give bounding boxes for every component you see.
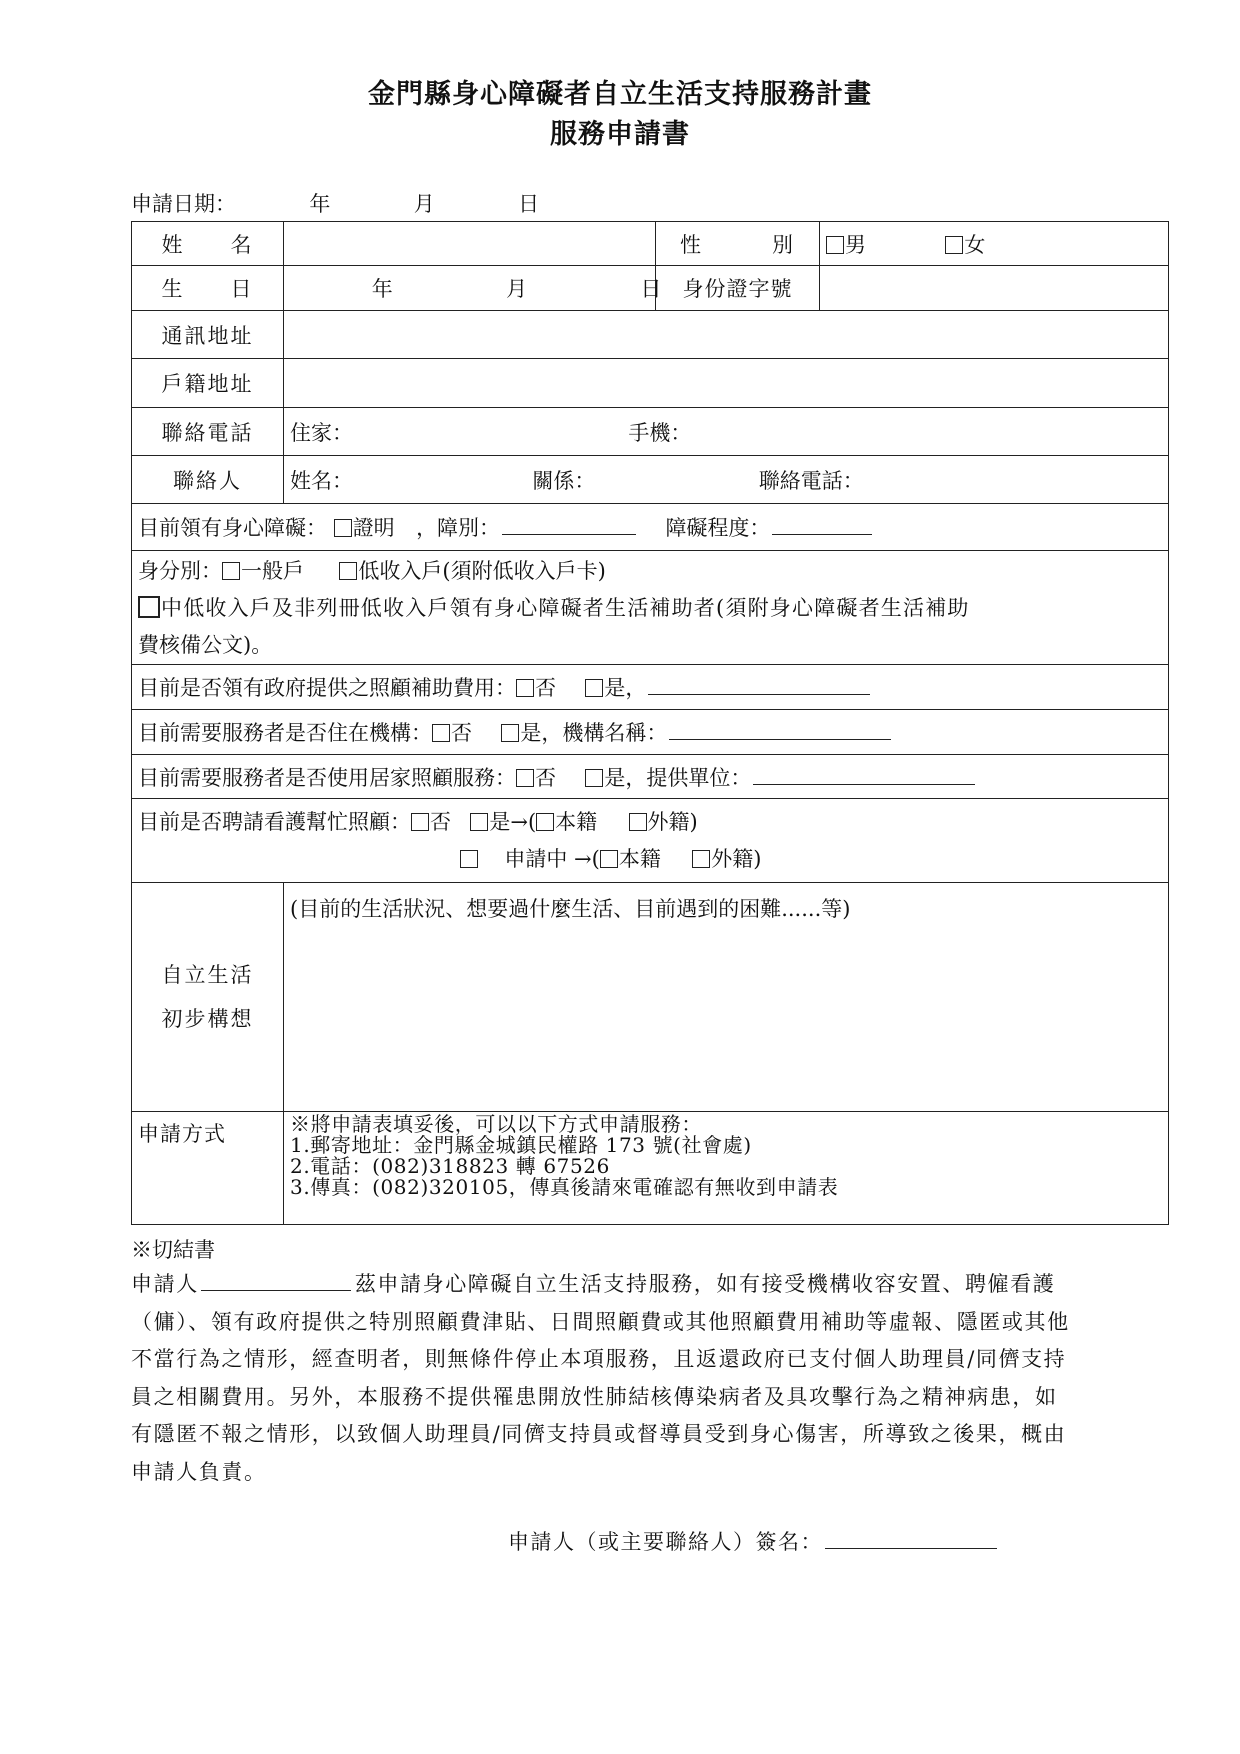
row-phone: [132, 408, 1169, 456]
institution-yes-label: 是，機構名稱：: [520, 721, 668, 745]
plan-label: [132, 883, 284, 1112]
gov-subsidy-no-checkbox[interactable]: [516, 679, 534, 697]
disability-prefix: 目前領有身心障礙：: [138, 516, 327, 540]
apply-method-line4: 3.傳真：(082)320105，傳真後請來電確認有無收到申請表: [290, 1175, 839, 1199]
general-household-checkbox[interactable]: [222, 562, 240, 580]
caregiver-foreign-checkbox[interactable]: [629, 813, 647, 831]
birthday-label: 生 日: [132, 266, 284, 311]
applying-foreign-label: 外籍): [711, 846, 762, 871]
home-phone-label: 住家：: [290, 420, 353, 445]
home-care-field: [132, 755, 1169, 799]
row-apply-method: [132, 1112, 1169, 1225]
contact-field[interactable]: [284, 456, 1169, 504]
birthday-month: 月: [506, 277, 528, 301]
apply-date-label: 申請日期：: [131, 192, 236, 216]
disability-type-label: ，障別：: [416, 516, 501, 540]
gov-subsidy-yes-checkbox[interactable]: [585, 679, 603, 697]
pledge-heading: ※切結書: [131, 1238, 215, 1262]
caregiver-field: [132, 799, 1169, 883]
caregiver-local-checkbox[interactable]: [536, 813, 554, 831]
row-name-gender: [132, 222, 1169, 266]
row-identity: [132, 551, 1169, 665]
home-care-no-label: 否: [535, 765, 556, 790]
home-care-yes-checkbox[interactable]: [585, 769, 603, 787]
row-gov-subsidy: [132, 665, 1169, 710]
caregiver-local-label: 本籍: [555, 809, 598, 834]
gender-label: 性 別: [656, 222, 820, 266]
apply-date-month: 月: [413, 192, 435, 216]
male-checkbox[interactable]: [826, 236, 844, 254]
home-care-provider-blank[interactable]: [753, 764, 975, 785]
birthday-day: 日: [640, 277, 662, 301]
contact-phone-label: 聯絡電話：: [758, 468, 864, 493]
plan-label-line2: 初步構想: [161, 1007, 254, 1031]
caregiver-foreign-label: 外籍): [647, 809, 698, 834]
mid-low-income-label-cont: 費核備公文)。: [138, 633, 273, 657]
low-income-checkbox[interactable]: [339, 562, 357, 580]
birthday-year: 年: [371, 277, 393, 301]
signature-blank[interactable]: [825, 1528, 997, 1549]
applying-label: 申請中 →(: [504, 846, 600, 871]
name-field[interactable]: [284, 222, 656, 266]
apply-method-line2: 1.郵寄地址：金門縣金城鎮民權路 173 號(社會處): [290, 1133, 752, 1157]
institution-name-blank[interactable]: [669, 719, 891, 740]
gender-options: [820, 222, 1169, 266]
male-label: 男: [845, 232, 866, 257]
phone-field[interactable]: [284, 408, 1169, 456]
low-income-label: 低收入戶(須附低收入戶卡): [358, 559, 606, 583]
apply-method-label: 申請方式: [132, 1112, 284, 1225]
apply-date-year: 年: [309, 192, 331, 216]
institution-field: [132, 710, 1169, 755]
disability-degree-blank[interactable]: [772, 514, 872, 535]
caregiver-yes-label: 是→(: [489, 809, 537, 834]
id-number-field[interactable]: [820, 266, 1169, 311]
home-care-no-checkbox[interactable]: [516, 769, 534, 787]
application-form-table: [131, 221, 1169, 1225]
mid-low-income-checkbox[interactable]: [138, 596, 160, 618]
row-mailing-address: [132, 311, 1169, 359]
row-contact: [132, 456, 1169, 504]
gov-subsidy-field: [132, 665, 1169, 710]
disability-degree-label: 障礙程度：: [665, 516, 771, 540]
institution-yes-checkbox[interactable]: [501, 724, 519, 742]
pledge-applicant-blank[interactable]: [201, 1270, 351, 1291]
id-number-label: 身份證字號: [656, 266, 820, 311]
caregiver-question: 目前是否聘請看護幫忙照顧：: [138, 809, 411, 834]
plan-hint: (目前的生活狀況、想要過什麼生活、目前遇到的困難......等): [290, 897, 851, 921]
disability-field: [132, 504, 1169, 551]
female-checkbox[interactable]: [945, 236, 963, 254]
row-birthday-id: [132, 266, 1169, 311]
certificate-checkbox[interactable]: [334, 519, 352, 537]
identity-field: [132, 551, 1169, 665]
plan-label-line1: 自立生活: [161, 963, 254, 987]
applying-local-checkbox[interactable]: [600, 850, 618, 868]
institution-no-label: 否: [451, 721, 472, 745]
birthday-field[interactable]: [284, 266, 662, 311]
caregiver-no-label: 否: [430, 809, 451, 834]
applying-local-label: 本籍: [618, 846, 661, 871]
apply-method-line1: ※將申請表填妥後，可以以下方式申請服務：: [290, 1112, 702, 1136]
mailing-address-field[interactable]: [284, 311, 1169, 359]
contact-name-label: 姓名：: [290, 468, 353, 493]
row-caregiver: [132, 799, 1169, 883]
applying-foreign-checkbox[interactable]: [692, 850, 710, 868]
institution-no-checkbox[interactable]: [432, 724, 450, 742]
applying-checkbox[interactable]: [460, 850, 478, 868]
form-subtitle: 服務申請書: [550, 119, 690, 150]
row-household-address: [132, 359, 1169, 408]
gov-subsidy-question: 目前是否領有政府提供之照顧補助費用：: [138, 676, 516, 700]
phone-label: 聯絡電話: [132, 408, 284, 456]
apply-method-field: [284, 1112, 1169, 1225]
apply-date-day: 日: [518, 192, 540, 216]
row-home-care: [132, 755, 1169, 799]
caregiver-yes-checkbox[interactable]: [470, 813, 488, 831]
pledge-applicant-label: 申請人: [131, 1272, 199, 1296]
gov-subsidy-blank[interactable]: [648, 674, 870, 695]
row-disability: [132, 504, 1169, 551]
disability-type-blank[interactable]: [502, 514, 636, 535]
home-care-question: 目前需要服務者是否使用居家照顧服務：: [138, 765, 516, 790]
gov-subsidy-yes-label: 是，: [604, 676, 647, 700]
apply-date: [131, 188, 539, 218]
general-household-label: 一般戶: [241, 559, 304, 583]
contact-label: 聯絡人: [132, 456, 284, 504]
gov-subsidy-no-label: 否: [535, 676, 556, 700]
home-care-yes-label: 是，提供單位：: [604, 765, 752, 790]
mid-low-income-label: 中低收入戶及非列冊低收入戶領有身心障礙者生活補助者(須附身心障礙者生活補助: [161, 596, 970, 620]
female-label: 女: [964, 232, 986, 257]
plan-field[interactable]: [284, 883, 1169, 1112]
household-address-label: 戶籍地址: [132, 359, 284, 408]
identity-prefix: 身分別：: [138, 559, 222, 583]
row-plan: [132, 883, 1169, 1112]
mailing-address-label: 通訊地址: [132, 311, 284, 359]
certificate-label: 證明: [352, 516, 395, 540]
pledge-text: [131, 1266, 1071, 1491]
contact-relation-label: 關係：: [532, 468, 596, 493]
pledge-body: 茲申請身心障礙自立生活支持服務，如有接受機構收容安置、聘僱看護（傭）、領有政府提供之特別照顧費津貼、日間照顧費或其他照顧費用補助等虛報、隱匿或其他不當行為之情形，經查明者，則無條件停止本項服務，且返還政府已支付個人助理員/同儕支持員之相關費用。另外，本服務不提供罹患開放性肺結核傳染病者及具攻擊行為之精神病患，如有隱匿不報之情形，以致個人助理員/同儕支持員或督導員受到身心傷害，所導致之後果，概由申請人負責。: [131, 1272, 1070, 1484]
form-title: 金門縣身心障礙者自立生活支持服務計畫: [368, 79, 872, 110]
row-institution: [132, 710, 1169, 755]
name-label: 姓 名: [132, 222, 284, 266]
signature-line: [508, 1526, 997, 1556]
signature-label: 申請人（或主要聯絡人）簽名：: [508, 1530, 823, 1554]
institution-question: 目前需要服務者是否住在機構：: [138, 721, 432, 745]
caregiver-no-checkbox[interactable]: [411, 813, 429, 831]
apply-method-line3: 2.電話：(082)318823 轉 67526: [290, 1154, 610, 1178]
mobile-phone-label: 手機：: [628, 420, 692, 445]
household-address-field[interactable]: [284, 359, 1169, 408]
